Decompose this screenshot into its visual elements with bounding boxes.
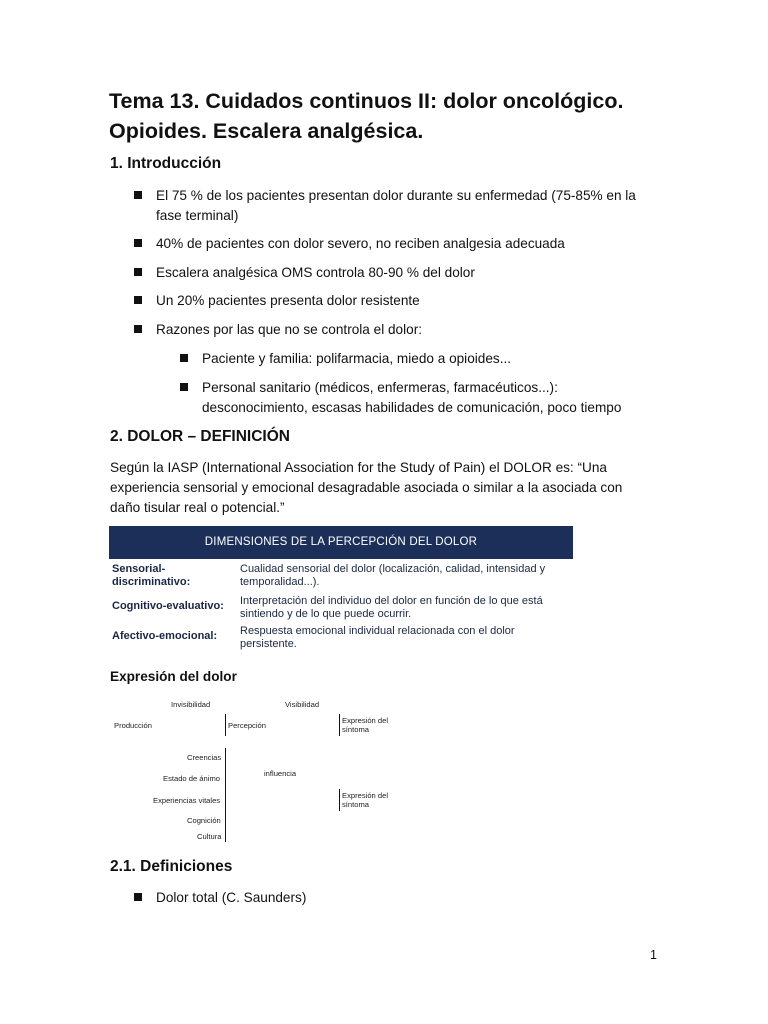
divider-line xyxy=(339,789,340,811)
dimension-value: Interpretación del individuo del dolor en función de lo que está sintiendo y de lo que puede ocurrir. xyxy=(240,595,543,620)
label-produccion: Producción xyxy=(114,721,152,730)
bullet-square-icon xyxy=(134,325,142,333)
dimensions-table xyxy=(109,526,573,654)
label-invisibilidad: Invisibilidad xyxy=(171,700,211,709)
title-line-2: Opioides. Escalera analgésica. xyxy=(109,119,424,143)
label-cultura: Cultura xyxy=(197,832,222,841)
dolor-definition-paragraph: Según la IASP (International Association for the Study of Pain) el DOLOR es: “Una experiencia sensorial y emocional desagradable asociada o similar a la asociada con daño tisular real o potencial.” xyxy=(110,460,623,515)
label-cognicion: Cognición xyxy=(187,816,221,825)
divider-line xyxy=(339,714,340,736)
divider-line xyxy=(225,714,226,736)
label-expresion-sintoma: Expresión del síntoma xyxy=(342,716,389,734)
bullet-square-icon xyxy=(134,893,142,901)
dimension-key: Cognitivo-evaluativo: xyxy=(112,600,224,612)
bullet-square-icon xyxy=(134,296,142,304)
sub-list-item: Personal sanitario (médicos, enfermeras, farmacéuticos...): desconocimiento, escasas habilidades de comunicación, poco tiempo xyxy=(202,378,622,417)
dimension-value: Respuesta emocional individual relacionada con el dolor persistente. xyxy=(240,625,515,650)
label-influencia: influencia xyxy=(264,769,297,778)
list-item: Escalera analgésica OMS controla 80-90 % del dolor xyxy=(156,263,656,283)
divider-line xyxy=(225,748,226,842)
dimension-value: Cualidad sensorial del dolor (localización, calidad, intensidad y temporalidad...). xyxy=(240,563,546,588)
bullet-square-icon xyxy=(134,239,142,247)
label-experiencias-vitales: Experiencias vitales xyxy=(153,796,221,805)
list-item: Razones por las que no se controla el dolor: xyxy=(156,320,656,340)
label-percepcion: Percepción xyxy=(228,721,266,730)
label-estado-animo: Estado de ánimo xyxy=(163,774,220,783)
title-line-1: Tema 13. Cuidados continuos II: dolor oncológico. xyxy=(109,89,624,113)
list-item: El 75 % de los pacientes presentan dolor durante su enfermedad (75-85% en la fase terminal) xyxy=(156,186,656,225)
dimensions-table-header: DIMENSIONES DE LA PERCEPCIÓN DEL DOLOR xyxy=(109,526,573,559)
section-heading-dolor-definicion: 2. DOLOR – DEFINICIÓN xyxy=(110,428,290,445)
section-heading-introduccion: 1. Introducción xyxy=(110,155,222,172)
list-item: Un 20% pacientes presenta dolor resistente xyxy=(156,291,656,311)
page-number: 1 xyxy=(650,948,657,962)
label-expresion-sintoma: Expresión del síntoma xyxy=(342,791,389,809)
list-item: Dolor total (C. Saunders) xyxy=(156,888,656,908)
bullet-square-icon xyxy=(134,268,142,276)
label-visibilidad: Visibilidad xyxy=(285,700,320,709)
dimension-key: Afectivo-emocional: xyxy=(112,630,218,642)
list-item: 40% de pacientes con dolor severo, no reciben analgesia adecuada xyxy=(156,234,656,254)
sub-list-item: Paciente y familia: polifarmacia, miedo a opioides... xyxy=(202,349,652,369)
bullet-square-icon xyxy=(134,191,142,199)
label-creencias: Creencias xyxy=(187,753,222,762)
page-title xyxy=(109,86,669,146)
bullet-square-icon xyxy=(180,383,188,391)
bullet-square-icon xyxy=(180,354,188,362)
dimension-key: Sensorial-discriminativo: xyxy=(112,563,191,588)
section-heading-definiciones: 2.1. Definiciones xyxy=(110,858,233,875)
section-heading-expresion-del-dolor: Expresión del dolor xyxy=(110,669,237,684)
